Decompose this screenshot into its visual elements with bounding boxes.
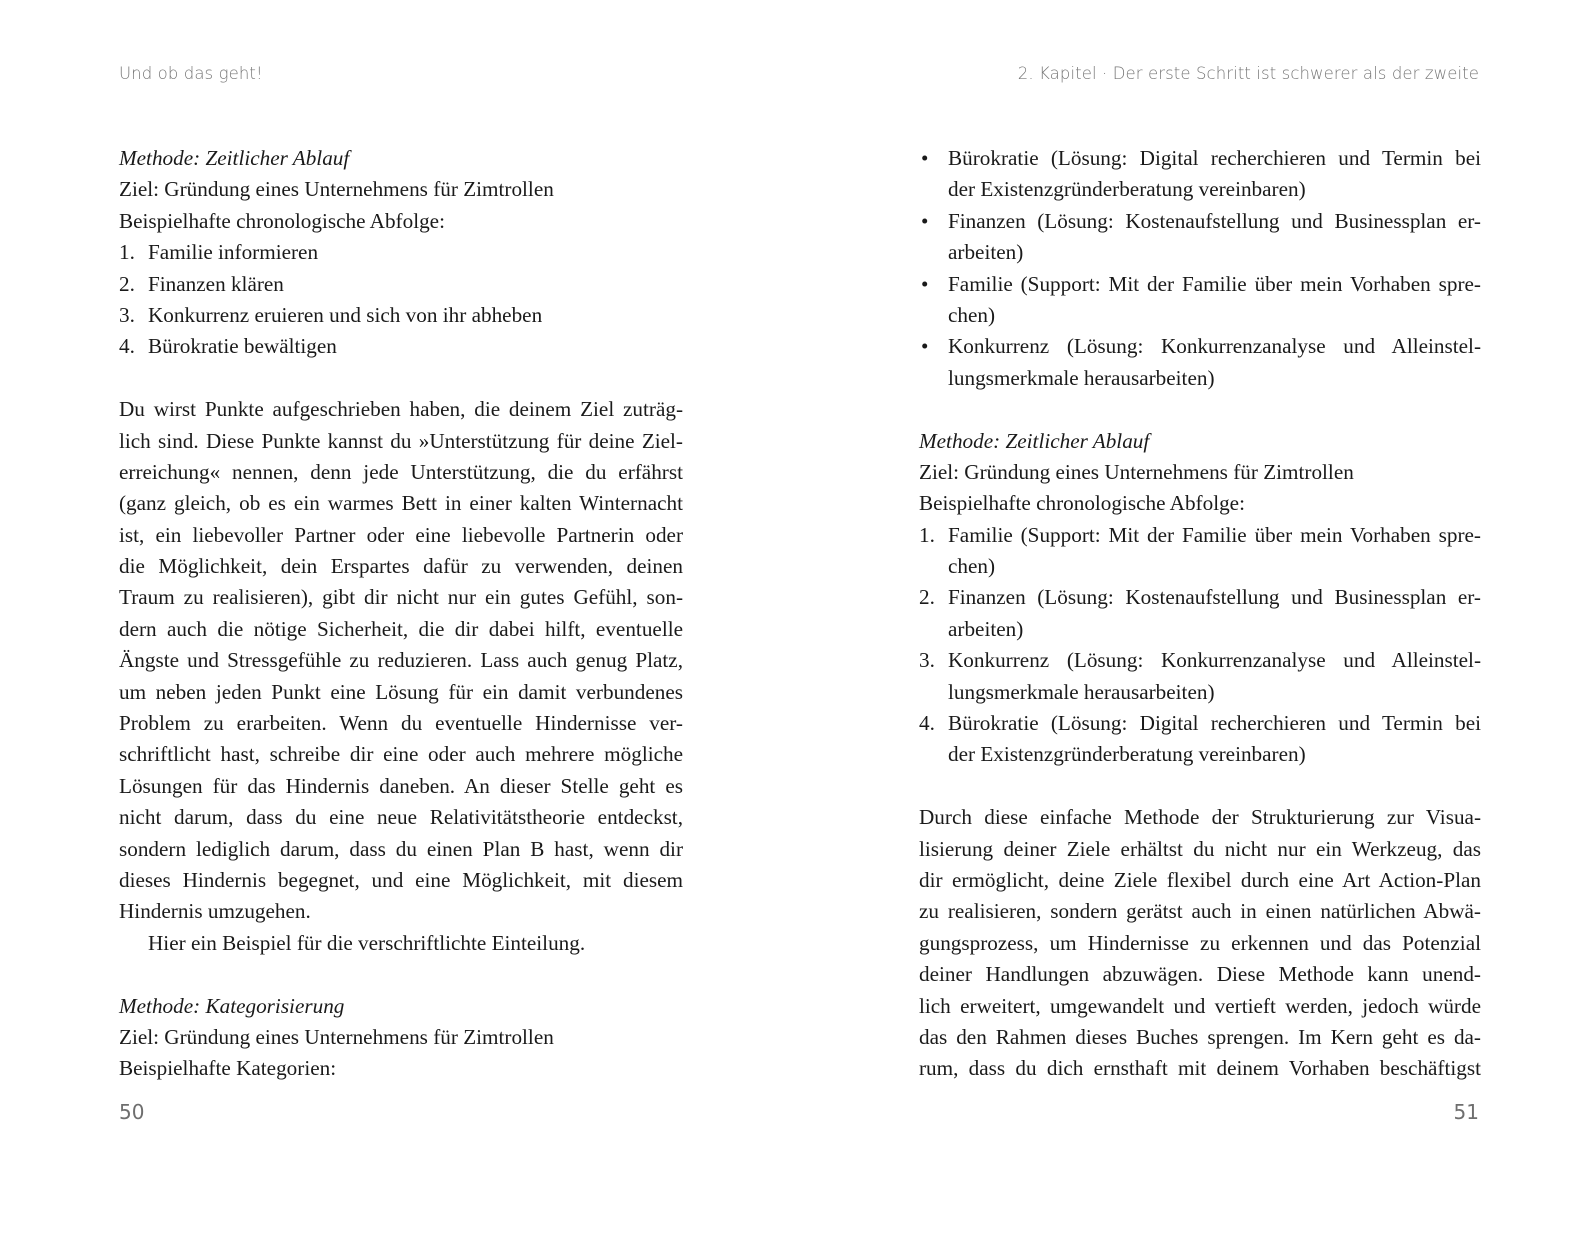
text-line: lungsmerkmale herausarbeiten) xyxy=(948,365,1215,390)
text-line: sondern lediglich darum, dass du einen Plan B hast, wenn dir xyxy=(119,836,683,861)
list-item xyxy=(919,582,1481,645)
bullet-list xyxy=(919,143,1481,394)
page-body xyxy=(919,143,1481,1085)
list-item-text: Familie informieren xyxy=(148,240,319,265)
spacer xyxy=(119,959,683,990)
indented-text-line: Hier ein Beispiel für die verschriftlichte Einteilung. xyxy=(148,930,586,955)
bullet-text: Bürokratie (Lösung: Digital recherchieren und Termin bei xyxy=(948,146,1481,170)
text-line: Traum zu realisieren), gibt dir nicht nur ein gutes Gefühl, son- xyxy=(119,585,683,610)
spacer xyxy=(919,771,1481,802)
text-line: dern auch die nötige Sicherheit, die dir dabei hilft, eventuelle xyxy=(119,616,683,641)
list-item-text: Bürokratie (Lösung: Digital recherchieren und Termin bei xyxy=(948,711,1481,736)
running-head: Und ob das geht! xyxy=(119,64,263,83)
text-line: zu realisieren, sondern gerätst auch in einen natürlichen Abwä- xyxy=(919,899,1481,924)
list-intro: Beispielhafte Kategorien: xyxy=(119,1056,337,1081)
bullet-item xyxy=(919,331,1481,394)
bullet-text: Konkurrenz (Lösung: Konkurrenzanalyse und Alleinstel- xyxy=(948,334,1481,359)
bullet-item xyxy=(919,206,1481,269)
text-line: lungsmerkmale herausarbeiten) xyxy=(948,679,1215,704)
list-item xyxy=(919,645,1481,708)
bullet-text: Familie (Support: Mit der Familie über mein Vorhaben spre- xyxy=(948,271,1481,296)
bullet-icon: • xyxy=(921,271,929,296)
text-line: um neben jeden Punkt eine Lösung für ein damit verbundenes xyxy=(119,679,683,704)
page-number: 51 xyxy=(1453,1100,1479,1124)
text-line: arbeiten) xyxy=(948,616,1024,641)
list-item-text: Konkurrenz eruieren und sich von ihr abheben xyxy=(148,302,543,327)
list-item xyxy=(119,300,683,331)
bullet-icon: • xyxy=(921,334,929,359)
goal-line: Ziel: Gründung eines Unternehmens für Zimtrollen xyxy=(919,459,1354,484)
method-heading: Methode: Zeitlicher Ablauf xyxy=(919,428,1150,453)
goal-line: Ziel: Gründung eines Unternehmens für Zimtrollen xyxy=(119,177,554,202)
text-line xyxy=(919,582,1481,613)
text-line: chen) xyxy=(948,302,996,327)
text-line xyxy=(919,520,1481,551)
text-line: arbeiten) xyxy=(948,240,1024,265)
body-paragraph xyxy=(919,802,1481,1085)
list-item xyxy=(919,520,1481,583)
text-line: lich sind. Diese Punkte kannst du »Unterstützung für deine Ziel- xyxy=(119,428,683,453)
page-number: 50 xyxy=(119,1100,145,1124)
text-line: Ängste und Stressgefühle zu reduzieren. Lass auch genug Platz, xyxy=(119,648,683,673)
text-line: chen) xyxy=(948,554,996,579)
text-line: Durch diese einfache Methode der Strukturierung zur Visua- xyxy=(919,805,1481,830)
bullet-item xyxy=(919,269,1481,332)
text-line xyxy=(919,331,1481,362)
list-number: 4. xyxy=(919,711,935,736)
text-line xyxy=(919,645,1481,676)
text-line: der Existenzgründerberatung vereinbaren) xyxy=(948,177,1306,202)
text-line: Du wirst Punkte aufgeschrieben haben, die deinem Ziel zuträg- xyxy=(119,397,683,422)
list-item xyxy=(119,269,683,300)
text-line: lisierung deiner Ziele erhältst du nicht nur ein Werkzeug, das xyxy=(919,836,1481,861)
text-line: erreichung« nennen, denn jede Unterstützung, die du erfährst xyxy=(119,459,683,484)
numbered-list xyxy=(119,237,683,363)
goal-line: Ziel: Gründung eines Unternehmens für Zimtrollen xyxy=(119,1024,554,1049)
text-line: ist, ein liebevoller Partner oder eine liebevolle Partnerin oder xyxy=(119,522,683,547)
list-number: 4. xyxy=(119,334,135,359)
text-line: dir ermöglicht, deine Ziele flexibel durch eine Art Action-Plan xyxy=(919,867,1481,892)
text-line: die Möglichkeit, dein Erspartes dafür zu verwenden, deinen xyxy=(119,554,683,579)
spacer xyxy=(119,363,683,394)
text-line: gungsprozess, um Hindernisse zu erkennen und das Potenzial xyxy=(919,930,1481,955)
list-item-text: Finanzen klären xyxy=(148,271,284,296)
list-item xyxy=(919,708,1481,771)
list-number: 1. xyxy=(119,240,135,265)
running-head: 2. Kapitel · Der erste Schritt ist schwerer als der zweite xyxy=(1017,64,1479,83)
method-heading: Methode: Zeitlicher Ablauf xyxy=(119,146,350,170)
list-intro: Beispielhafte chronologische Abfolge: xyxy=(119,208,445,233)
text-line xyxy=(919,206,1481,237)
right-page xyxy=(797,0,1594,1240)
text-line: Lösungen für das Hindernis daneben. An dieser Stelle geht es xyxy=(119,773,683,798)
list-number: 2. xyxy=(119,271,135,296)
list-number: 3. xyxy=(119,302,135,327)
text-line: dieses Hindernis begegnet, und eine Möglichkeit, mit diesem xyxy=(119,867,683,892)
text-line: schriftlicht hast, schreibe dir eine oder auch mehrere mögliche xyxy=(119,742,683,767)
bullet-icon: • xyxy=(921,208,929,233)
spacer xyxy=(919,394,1481,425)
list-item-text: Familie (Support: Mit der Familie über mein Vorhaben spre- xyxy=(948,522,1481,547)
text-line: lich erweitert, umgewandelt und vertieft werden, jedoch würde xyxy=(919,993,1481,1018)
text-line: der Existenzgründerberatung vereinbaren) xyxy=(948,742,1306,767)
text-line: nicht darum, dass du eine neue Relativitätstheorie entdeckst, xyxy=(119,805,683,830)
bullet-text: Finanzen (Lösung: Kostenaufstellung und Businessplan er- xyxy=(948,208,1481,233)
list-number: 2. xyxy=(919,585,935,610)
text-line xyxy=(919,708,1481,739)
body-paragraph xyxy=(119,394,683,959)
list-item xyxy=(119,237,683,268)
bullet-item xyxy=(919,143,1481,206)
list-number: 3. xyxy=(919,648,935,673)
text-line: Problem zu erarbeiten. Wenn du eventuelle Hindernisse ver- xyxy=(119,711,683,736)
page-body xyxy=(119,143,683,1085)
text-line: Hindernis umzugehen. xyxy=(119,899,311,924)
text-line xyxy=(919,269,1481,300)
text-line: (ganz gleich, ob es ein warmes Bett in einer kalten Winternacht xyxy=(119,491,683,516)
list-intro: Beispielhafte chronologische Abfolge: xyxy=(919,491,1245,516)
list-number: 1. xyxy=(919,522,935,547)
numbered-list xyxy=(919,520,1481,771)
text-line: rum, dass du dich ernsthaft mit deinem Vorhaben beschäftigst xyxy=(919,1056,1481,1081)
text-line: deiner Handlungen abzuwägen. Diese Methode kann unend- xyxy=(919,962,1481,987)
bullet-icon: • xyxy=(921,146,929,170)
text-line: das den Rahmen dieses Buches sprengen. Im Kern geht es da- xyxy=(919,1024,1481,1049)
text-line xyxy=(919,143,1481,174)
list-item xyxy=(119,331,683,362)
list-item-text: Finanzen (Lösung: Kostenaufstellung und Businessplan er- xyxy=(948,585,1481,610)
method-heading: Methode: Kategorisierung xyxy=(119,993,345,1018)
list-item-text: Bürokratie bewältigen xyxy=(148,334,337,359)
list-item-text: Konkurrenz (Lösung: Konkurrenzanalyse und Alleinstel- xyxy=(948,648,1481,673)
